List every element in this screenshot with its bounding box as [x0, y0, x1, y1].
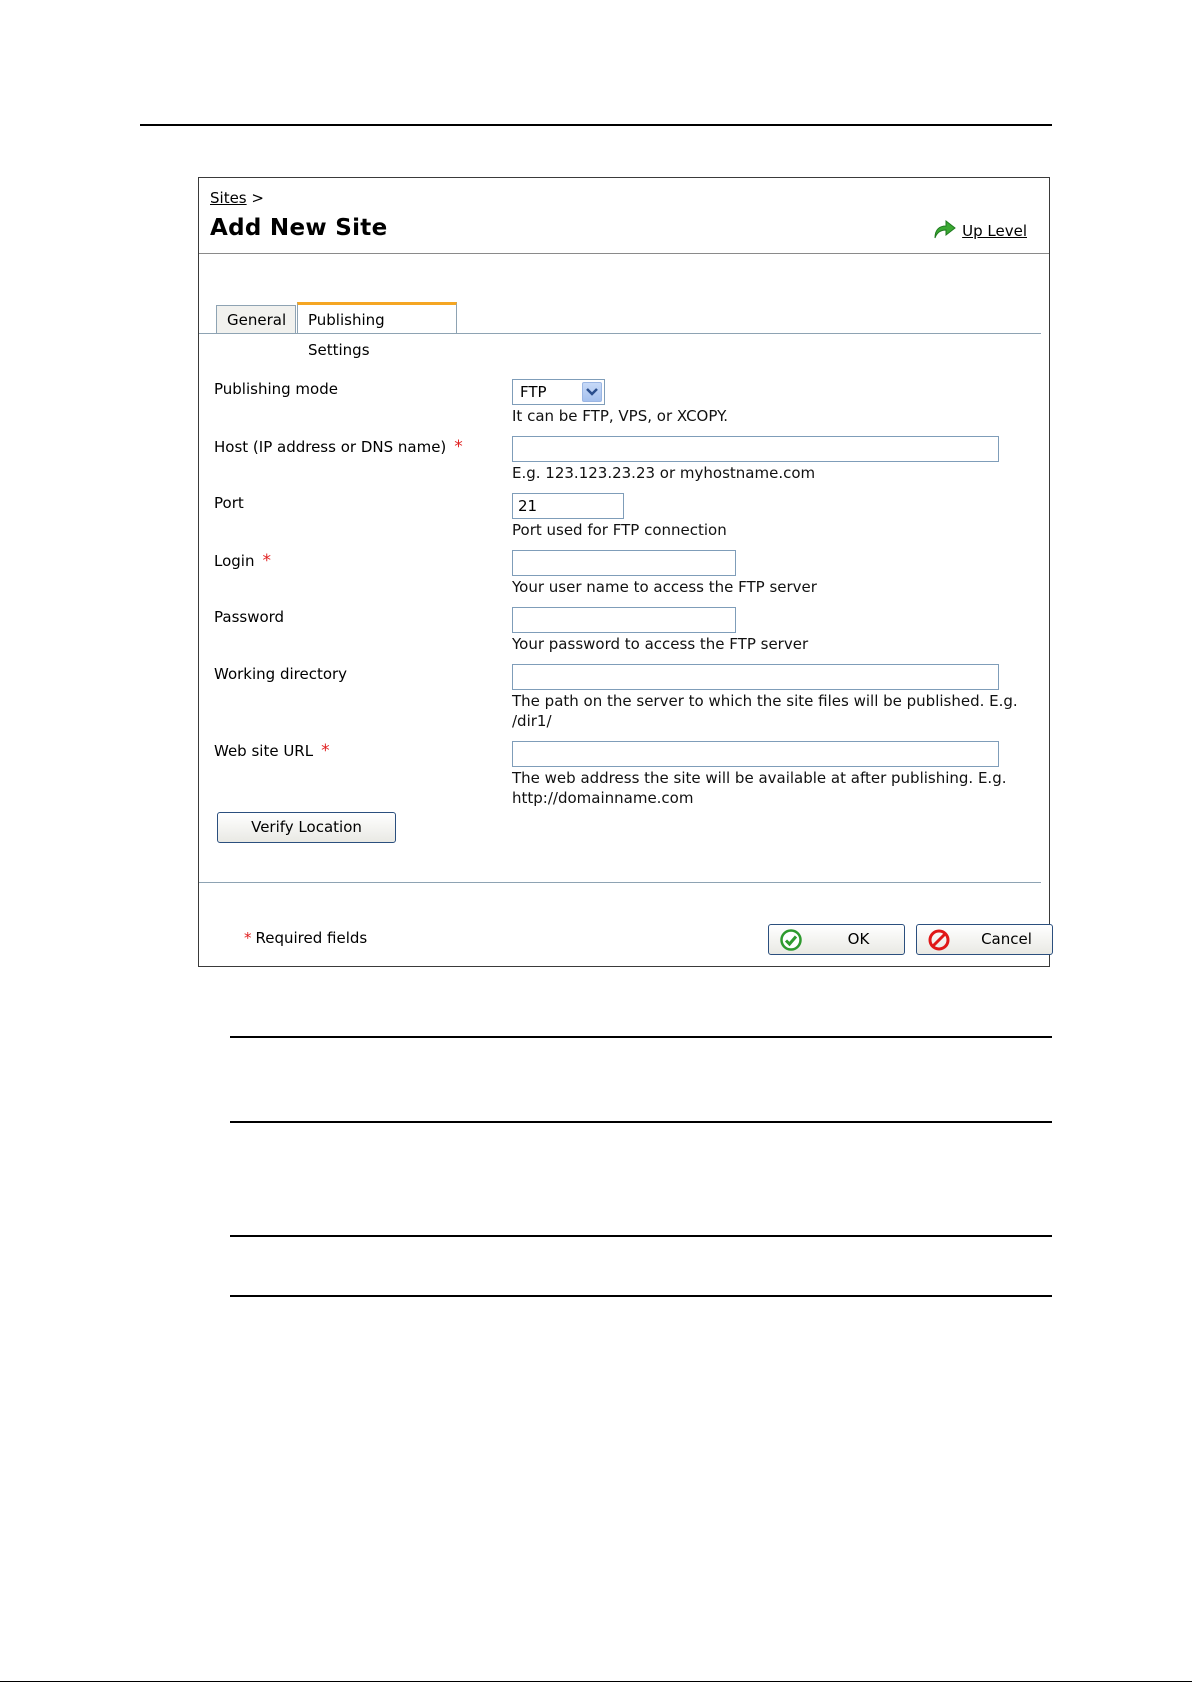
tab-general[interactable]: General — [216, 305, 296, 333]
up-level-link[interactable] — [932, 218, 1027, 244]
publishing-mode-select[interactable] — [512, 379, 605, 405]
dialog-header — [199, 178, 1049, 254]
website-url-hint — [512, 768, 1007, 808]
tab-publishing-settings[interactable]: Publishing Settings — [297, 302, 457, 334]
ok-button[interactable] — [768, 924, 905, 955]
password-label: Password — [214, 608, 285, 626]
cancel-button[interactable] — [916, 924, 1053, 955]
verify-location-button[interactable]: Verify Location — [217, 812, 396, 843]
login-required-marker: * — [262, 551, 271, 571]
top-rule — [140, 124, 1052, 126]
port-input[interactable] — [512, 493, 624, 519]
login-label-text: Login — [214, 552, 255, 570]
tabs-divider — [199, 333, 1041, 334]
publishing-mode-label: Publishing mode — [214, 380, 338, 398]
required-fields-note — [244, 929, 367, 947]
login-input[interactable] — [512, 550, 736, 576]
website-url-hint-line1: The web address the site will be available at after publishing. E.g. — [512, 769, 1007, 787]
publishing-mode-value: FTP — [520, 383, 547, 401]
host-input[interactable] — [512, 436, 999, 462]
login-hint: Your user name to access the FTP server — [512, 578, 817, 596]
working-directory-hint — [512, 691, 1018, 731]
up-level-label: Up Level — [962, 222, 1027, 240]
host-label — [214, 437, 463, 457]
login-label — [214, 551, 271, 571]
website-url-label — [214, 741, 330, 761]
rule-1 — [230, 1036, 1052, 1038]
port-label: Port — [214, 494, 244, 512]
required-fields-text: Required fields — [255, 929, 368, 947]
host-hint: E.g. 123.123.23.23 or myhostname.com — [512, 464, 816, 482]
prohibited-icon — [928, 929, 950, 955]
page-title: Add New Site — [210, 215, 388, 241]
bottom-rule — [0, 1681, 1192, 1682]
check-circle-icon — [780, 929, 802, 955]
rule-4 — [230, 1295, 1052, 1297]
port-hint: Port used for FTP connection — [512, 521, 727, 539]
website-url-required-marker: * — [321, 741, 330, 761]
website-url-label-text: Web site URL — [214, 742, 314, 760]
breadcrumb-separator: > — [251, 189, 264, 207]
required-star: * — [244, 929, 252, 947]
host-required-marker: * — [454, 437, 463, 457]
working-directory-hint-line1: The path on the server to which the site files will be published. E.g. — [512, 692, 1018, 710]
breadcrumb — [210, 189, 264, 207]
chevron-down-icon — [582, 382, 602, 402]
website-url-input[interactable] — [512, 741, 999, 767]
rule-2 — [230, 1121, 1052, 1123]
breadcrumb-sites-link[interactable]: Sites — [210, 189, 247, 207]
working-directory-hint-line2: /dir1/ — [512, 712, 552, 730]
footer-divider — [199, 882, 1041, 883]
cancel-button-label: Cancel — [981, 930, 1032, 948]
website-url-hint-line2: http://domainname.com — [512, 789, 694, 807]
add-site-dialog — [198, 177, 1050, 967]
publishing-mode-hint: It can be FTP, VPS, or XCOPY. — [512, 407, 728, 425]
working-directory-label: Working directory — [214, 665, 348, 683]
ok-button-label: OK — [847, 930, 870, 948]
host-label-text: Host (IP address or DNS name) — [214, 438, 447, 456]
working-directory-input[interactable] — [512, 664, 999, 690]
rule-3 — [230, 1235, 1052, 1237]
password-input[interactable] — [512, 607, 736, 633]
up-level-arrow-icon — [932, 218, 956, 244]
password-hint: Your password to access the FTP server — [512, 635, 809, 653]
